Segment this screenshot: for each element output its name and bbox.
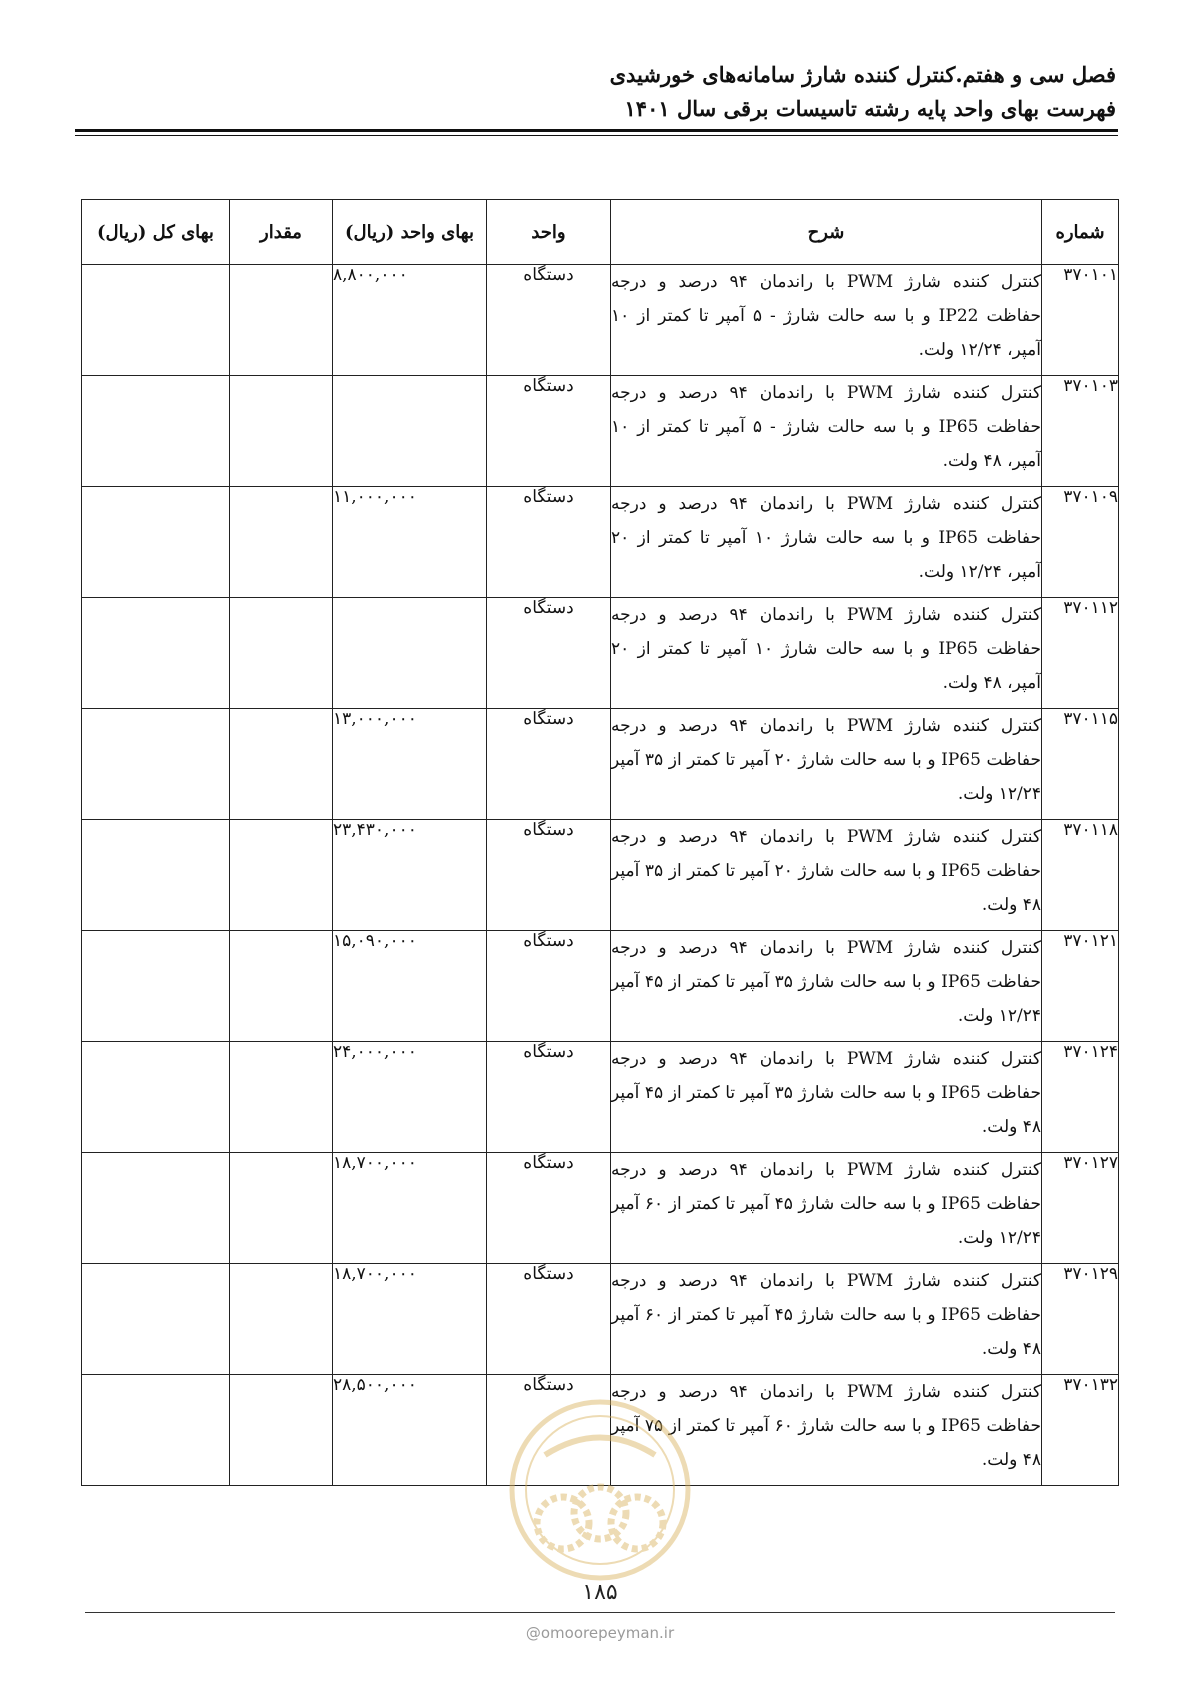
item-quantity xyxy=(230,265,333,376)
item-description: کنترل کننده شارژ PWM با راندمان ۹۴ درصد و درجه حفاظت IP22 و با سه حالت شارژ - ۵ آمپر تا کمتر از ۱۰ آمپر، ۱۲/۲۴ ولت. xyxy=(611,265,1042,376)
item-description: کنترل کننده شارژ PWM با راندمان ۹۴ درصد و درجه حفاظت IP65 و با سه حالت شارژ ۴۵ آمپر تا کمتر از ۶۰ آمپر ۱۲/۲۴ ولت. xyxy=(611,1153,1042,1264)
item-unit-price xyxy=(333,598,487,709)
price-list-table xyxy=(81,199,1119,1486)
item-description: کنترل کننده شارژ PWM با راندمان ۹۴ درصد و درجه حفاظت IP65 و با سه حالت شارژ - ۵ آمپر تا کمتر از ۱۰ آمپر، ۴۸ ولت. xyxy=(611,376,1042,487)
item-description: کنترل کننده شارژ PWM با راندمان ۹۴ درصد و درجه حفاظت IP65 و با سه حالت شارژ ۶۰ آمپر تا کمتر از ۷۵ آمپر ۴۸ ولت. xyxy=(611,1375,1042,1486)
item-unit: دستگاه xyxy=(487,709,611,820)
item-unit-price: ۲۸,۵۰۰,۰۰۰ xyxy=(333,1375,487,1486)
item-code: ۳۷۰۱۲۹ xyxy=(1042,1264,1119,1375)
item-unit: دستگاه xyxy=(487,598,611,709)
item-code: ۳۷۰۱۱۵ xyxy=(1042,709,1119,820)
item-total-price xyxy=(82,709,230,820)
item-unit: دستگاه xyxy=(487,1153,611,1264)
column-header-unit: واحد xyxy=(487,200,611,265)
item-quantity xyxy=(230,709,333,820)
header-divider-thick xyxy=(75,129,1118,132)
item-quantity xyxy=(230,1042,333,1153)
item-total-price xyxy=(82,598,230,709)
item-quantity xyxy=(230,598,333,709)
column-header-description: شرح xyxy=(611,200,1042,265)
item-quantity xyxy=(230,1375,333,1486)
item-unit: دستگاه xyxy=(487,1264,611,1375)
item-code: ۳۷۰۱۲۱ xyxy=(1042,931,1119,1042)
item-unit-price: ۸,۸۰۰,۰۰۰ xyxy=(333,265,487,376)
page-header xyxy=(76,58,1116,126)
item-code: ۳۷۰۱۲۷ xyxy=(1042,1153,1119,1264)
item-total-price xyxy=(82,376,230,487)
table-row xyxy=(82,820,1119,931)
item-quantity xyxy=(230,931,333,1042)
table-header-row xyxy=(82,200,1119,265)
item-total-price xyxy=(82,265,230,376)
table-body xyxy=(82,265,1119,1486)
item-quantity xyxy=(230,487,333,598)
item-unit: دستگاه xyxy=(487,820,611,931)
item-unit: دستگاه xyxy=(487,376,611,487)
item-total-price xyxy=(82,1264,230,1375)
column-header-total-price: بهای کل (ریال) xyxy=(82,200,230,265)
item-total-price xyxy=(82,1153,230,1264)
item-code: ۳۷۰۱۳۲ xyxy=(1042,1375,1119,1486)
chapter-title: فصل سی و هفتم.کنترل کننده شارژ سامانه‌های خورشیدی xyxy=(609,62,1116,87)
item-unit: دستگاه xyxy=(487,265,611,376)
item-quantity xyxy=(230,1264,333,1375)
item-code: ۳۷۰۱۱۲ xyxy=(1042,598,1119,709)
item-code: ۳۷۰۱۰۹ xyxy=(1042,487,1119,598)
table-row xyxy=(82,1042,1119,1153)
item-quantity xyxy=(230,820,333,931)
item-unit: دستگاه xyxy=(487,1375,611,1486)
item-description: کنترل کننده شارژ PWM با راندمان ۹۴ درصد و درجه حفاظت IP65 و با سه حالت شارژ ۲۰ آمپر تا کمتر از ۳۵ آمپر ۱۲/۲۴ ولت. xyxy=(611,709,1042,820)
column-header-quantity: مقدار xyxy=(230,200,333,265)
table-row xyxy=(82,376,1119,487)
table-row xyxy=(82,1264,1119,1375)
item-quantity xyxy=(230,1153,333,1264)
document-title: فهرست بهای واحد پایه رشته تاسیسات برقی سال ۱۴۰۱ xyxy=(624,96,1116,121)
item-unit-price xyxy=(333,376,487,487)
item-unit: دستگاه xyxy=(487,487,611,598)
item-description: کنترل کننده شارژ PWM با راندمان ۹۴ درصد و درجه حفاظت IP65 و با سه حالت شارژ ۱۰ آمپر تا کمتر از ۲۰ آمپر، ۱۲/۲۴ ولت. xyxy=(611,487,1042,598)
item-unit-price: ۱۵,۰۹۰,۰۰۰ xyxy=(333,931,487,1042)
item-code: ۳۷۰۱۱۸ xyxy=(1042,820,1119,931)
item-unit-price: ۱۳,۰۰۰,۰۰۰ xyxy=(333,709,487,820)
item-unit: دستگاه xyxy=(487,1042,611,1153)
item-total-price xyxy=(82,1042,230,1153)
table-row xyxy=(82,487,1119,598)
item-total-price xyxy=(82,931,230,1042)
watermark-logo xyxy=(505,1395,695,1585)
header-divider-thin xyxy=(75,135,1118,136)
item-code: ۳۷۰۱۰۳ xyxy=(1042,376,1119,487)
item-total-price xyxy=(82,820,230,931)
item-description: کنترل کننده شارژ PWM با راندمان ۹۴ درصد و درجه حفاظت IP65 و با سه حالت شارژ ۲۰ آمپر تا کمتر از ۳۵ آمپر ۴۸ ولت. xyxy=(611,820,1042,931)
table-row xyxy=(82,598,1119,709)
table-row xyxy=(82,1153,1119,1264)
item-unit-price: ۲۳,۴۳۰,۰۰۰ xyxy=(333,820,487,931)
item-total-price xyxy=(82,487,230,598)
item-description: کنترل کننده شارژ PWM با راندمان ۹۴ درصد و درجه حفاظت IP65 و با سه حالت شارژ ۳۵ آمپر تا کمتر از ۴۵ آمپر ۴۸ ولت. xyxy=(611,1042,1042,1153)
table-row xyxy=(82,709,1119,820)
item-code: ۳۷۰۱۲۴ xyxy=(1042,1042,1119,1153)
page-number: ۱۸۵ xyxy=(582,1580,618,1605)
item-description: کنترل کننده شارژ PWM با راندمان ۹۴ درصد و درجه حفاظت IP65 و با سه حالت شارژ ۴۵ آمپر تا کمتر از ۶۰ آمپر ۴۸ ولت. xyxy=(611,1264,1042,1375)
column-header-unit-price: بهای واحد (ریال) xyxy=(333,200,487,265)
item-description: کنترل کننده شارژ PWM با راندمان ۹۴ درصد و درجه حفاظت IP65 و با سه حالت شارژ ۱۰ آمپر تا کمتر از ۲۰ آمپر، ۴۸ ولت. xyxy=(611,598,1042,709)
item-unit-price: ۲۴,۰۰۰,۰۰۰ xyxy=(333,1042,487,1153)
item-description: کنترل کننده شارژ PWM با راندمان ۹۴ درصد و درجه حفاظت IP65 و با سه حالت شارژ ۳۵ آمپر تا کمتر از ۴۵ آمپر ۱۲/۲۴ ولت. xyxy=(611,931,1042,1042)
table-row xyxy=(82,931,1119,1042)
item-unit-price: ۱۸,۷۰۰,۰۰۰ xyxy=(333,1153,487,1264)
table-row xyxy=(82,265,1119,376)
item-code: ۳۷۰۱۰۱ xyxy=(1042,265,1119,376)
footer-divider xyxy=(85,1612,1115,1613)
item-unit: دستگاه xyxy=(487,931,611,1042)
item-quantity xyxy=(230,376,333,487)
column-header-code: شماره xyxy=(1042,200,1119,265)
item-unit-price: ۱۱,۰۰۰,۰۰۰ xyxy=(333,487,487,598)
item-total-price xyxy=(82,1375,230,1486)
item-unit-price: ۱۸,۷۰۰,۰۰۰ xyxy=(333,1264,487,1375)
watermark-url: @omoorepeyman.ir xyxy=(525,1624,675,1642)
